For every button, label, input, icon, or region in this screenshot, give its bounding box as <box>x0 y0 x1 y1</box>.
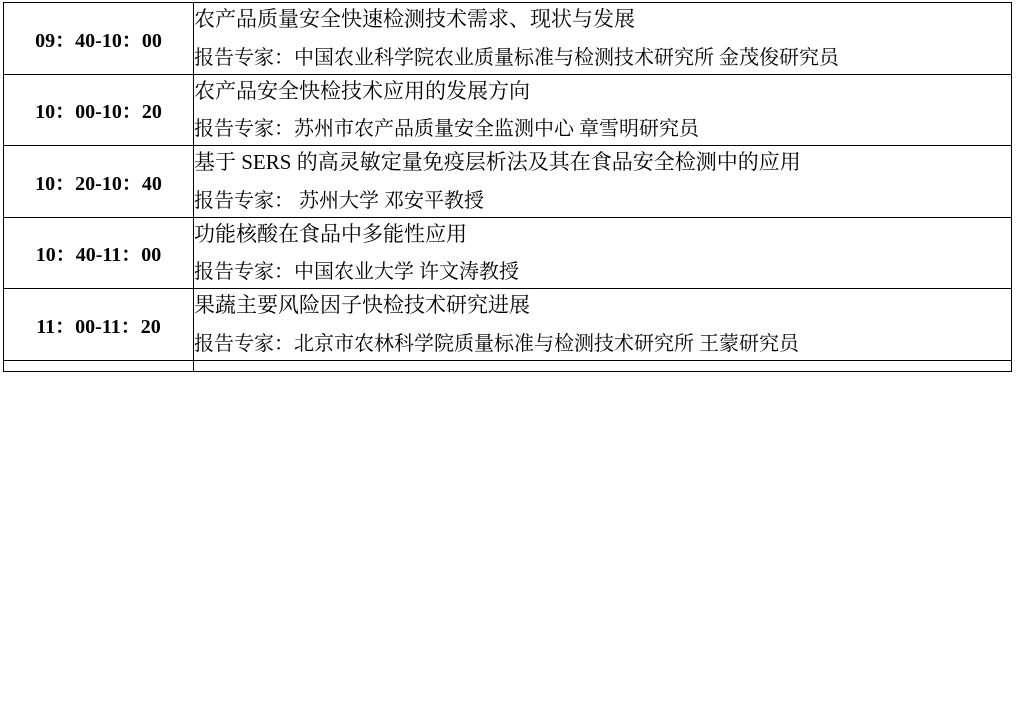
table-row <box>4 74 1012 146</box>
content-cell <box>194 146 1012 218</box>
session-title: 功能核酸在食品中多能性应用 <box>194 221 467 246</box>
time-cell <box>4 360 194 371</box>
time-cell: 10：40-11：00 <box>4 217 194 289</box>
session-speaker: 报告专家：中国农业大学 许文涛教授 <box>194 261 519 284</box>
session-speaker: 报告专家：北京市农林科学院质量标准与检测技术研究所 王蒙研究员 <box>194 332 799 355</box>
table-row <box>4 146 1012 218</box>
content-cell <box>194 360 1012 371</box>
time-cell: 10：00-10：20 <box>4 74 194 146</box>
session-title: 基于 SERS 的高灵敏定量免疫层析法及其在食品安全检测中的应用 <box>194 150 801 175</box>
session-speaker: 报告专家：苏州市农产品质量安全监测中心 章雪明研究员 <box>194 118 699 141</box>
time-cell: 09：40-10：00 <box>4 3 194 75</box>
time-cell: 11：00-11：20 <box>4 289 194 361</box>
table-row <box>4 3 1012 75</box>
session-title: 农产品安全快检技术应用的发展方向 <box>194 78 530 103</box>
schedule-table-body <box>4 3 1012 372</box>
session-title: 果蔬主要风险因子快检技术研究进展 <box>194 293 530 318</box>
content-cell <box>194 289 1012 361</box>
session-speaker: 报告专家： 苏州大学 邓安平教授 <box>194 189 484 212</box>
table-row <box>4 289 1012 361</box>
session-speaker: 报告专家：中国农业科学院农业质量标准与检测技术研究所 金茂俊研究员 <box>194 46 839 69</box>
schedule-table <box>3 2 1012 372</box>
document-page <box>0 2 1017 726</box>
table-row <box>4 360 1012 371</box>
session-title: 农产品质量安全快速检测技术需求、现状与发展 <box>194 7 635 31</box>
content-cell <box>194 217 1012 289</box>
content-cell <box>194 74 1012 146</box>
time-cell: 10：20-10：40 <box>4 146 194 218</box>
content-cell <box>194 3 1012 75</box>
table-row <box>4 217 1012 289</box>
